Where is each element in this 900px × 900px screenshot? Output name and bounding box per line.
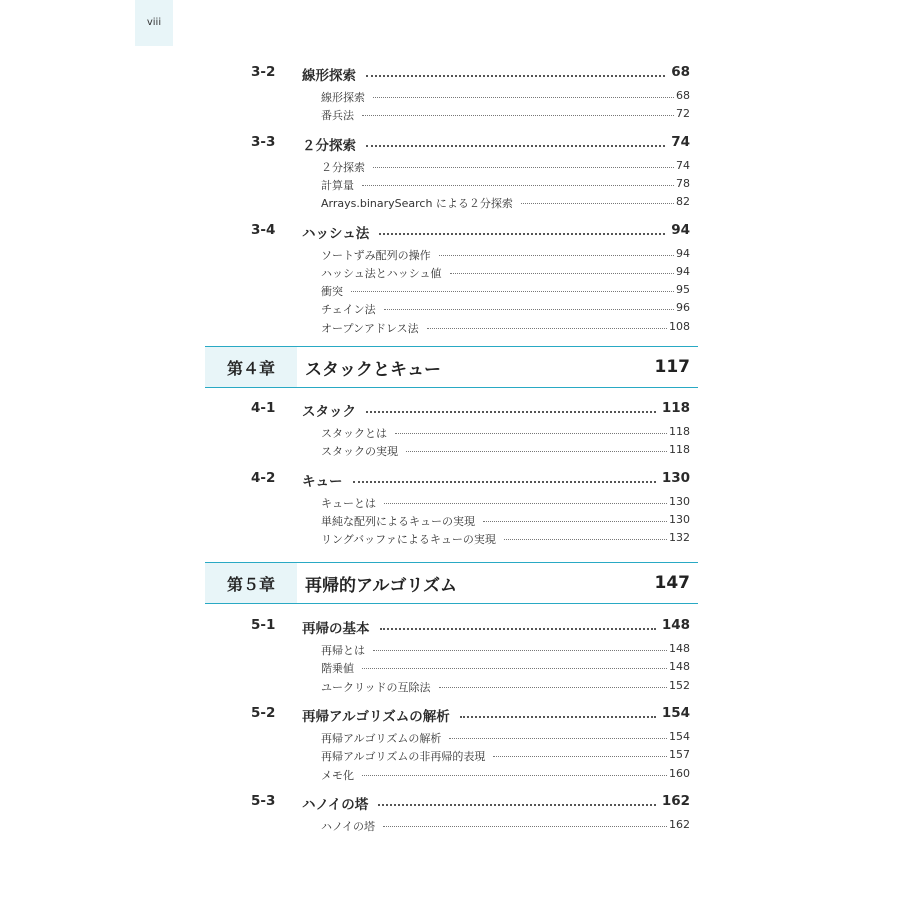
subsection-title: チェイン法 <box>321 303 376 317</box>
dot-leader <box>384 309 674 310</box>
dot-leader <box>373 97 674 98</box>
subsection-page: 74 <box>676 158 690 172</box>
subsection-title: スタックの実現 <box>321 445 398 459</box>
chapter-label: 第４章 <box>226 358 275 378</box>
subsection-title: 計算量 <box>321 178 354 192</box>
chapter-title: スタックとキュー <box>305 359 441 380</box>
subsection-page: 108 <box>669 319 690 333</box>
chapter-label: 第５章 <box>226 574 275 594</box>
subsection-row <box>0 441 900 459</box>
section-number: 5-1 <box>251 617 276 633</box>
section-title: スタック <box>302 404 356 420</box>
section-title: ２分探索 <box>302 137 356 154</box>
section-row <box>0 466 900 493</box>
subsection-title: 再帰アルゴリズムの非再帰的表現 <box>321 750 486 764</box>
dot-leader <box>379 233 665 235</box>
subsection-title: 線形探索 <box>321 91 365 104</box>
subsection-page: 157 <box>669 748 690 762</box>
subsection-title: ハッシュ法とハッシュ値 <box>321 266 442 280</box>
subsection-page: 118 <box>669 425 690 438</box>
dot-leader <box>450 273 674 274</box>
section-row <box>0 396 900 423</box>
subsection-row <box>0 728 900 746</box>
subsection-page: 94 <box>676 264 690 278</box>
subsection-row <box>0 87 900 105</box>
dot-leader <box>373 167 674 168</box>
subsection-page: 160 <box>669 766 690 780</box>
dot-leader <box>449 738 667 739</box>
dot-leader <box>366 145 665 147</box>
subsection-title: Arrays.binarySearch による２分探索 <box>321 197 513 211</box>
subsection-page: 130 <box>669 512 690 526</box>
section-title: ハノイの塔 <box>302 796 369 813</box>
subsection-page: 94 <box>676 246 690 260</box>
subsection-title: 再帰アルゴリズムの解析 <box>321 731 442 745</box>
subsection-title: 番兵法 <box>321 109 354 123</box>
subsection-page: 148 <box>669 642 690 655</box>
subsection-row <box>0 318 900 336</box>
subsection-title: メモ化 <box>321 768 354 782</box>
section-page: 118 <box>661 400 690 416</box>
section-number: 3-3 <box>251 133 276 150</box>
subsection-title: 衝突 <box>321 285 343 299</box>
dot-leader <box>427 328 667 329</box>
subsection-title: リングバッファによるキューの実現 <box>321 533 496 547</box>
section-title: キュー <box>302 473 343 490</box>
dot-leader <box>460 716 656 718</box>
subsection-row <box>0 658 900 676</box>
section-title: 再帰アルゴリズムの解析 <box>302 708 450 725</box>
subsection-row <box>0 193 900 211</box>
dot-leader <box>378 804 656 806</box>
section-page: 154 <box>661 704 690 721</box>
subsection-title: キューとは <box>321 496 376 510</box>
subsection-row <box>0 299 900 317</box>
dot-leader <box>362 115 674 116</box>
section-row <box>0 789 900 816</box>
chapter-title: 再帰的アルゴリズム <box>305 575 457 596</box>
dot-leader <box>351 291 674 292</box>
subsection-row <box>0 677 900 695</box>
dot-leader <box>380 628 656 630</box>
subsection-row <box>0 281 900 299</box>
subsection-row <box>0 245 900 263</box>
subsection-row <box>0 175 900 193</box>
page-number: viii <box>146 17 162 28</box>
dot-leader <box>373 650 667 651</box>
subsection-row <box>0 816 900 834</box>
dot-leader <box>504 539 667 540</box>
subsection-title: オープンアドレス法 <box>321 321 419 335</box>
section-row <box>0 613 900 640</box>
section-number: 3-4 <box>251 221 276 238</box>
subsection-title: ２分探索 <box>321 160 365 174</box>
subsection-page: 152 <box>669 678 690 692</box>
section-page: 68 <box>671 64 690 80</box>
subsection-page: 78 <box>676 176 690 190</box>
dot-leader <box>439 255 674 256</box>
subsection-title: 単純な配列によるキューの実現 <box>321 514 475 528</box>
page-number-tab <box>135 0 173 46</box>
subsection-row <box>0 746 900 764</box>
subsection-title: 階乗値 <box>321 662 354 676</box>
subsection-row <box>0 765 900 783</box>
section-title: 再帰の基本 <box>302 621 370 637</box>
dot-leader <box>362 775 667 776</box>
chapter-page: 147 <box>654 573 690 593</box>
section-number: 3-2 <box>251 64 276 80</box>
dot-leader <box>383 826 667 827</box>
dot-leader <box>384 503 667 504</box>
section-row <box>0 701 900 728</box>
section-number: 4-1 <box>251 400 276 416</box>
subsection-title: 再帰とは <box>321 644 365 657</box>
subsection-page: 68 <box>676 89 690 102</box>
section-page: 130 <box>661 469 690 486</box>
section-number: 5-2 <box>251 704 276 721</box>
subsection-row <box>0 105 900 123</box>
section-row <box>0 130 900 157</box>
dot-leader <box>521 203 674 204</box>
section-title: 線形探索 <box>302 68 356 84</box>
subsection-title: ハノイの塔 <box>321 819 376 833</box>
chapter-heading-4 <box>205 346 698 388</box>
subsection-page: 72 <box>676 107 690 121</box>
subsection-row <box>0 529 900 547</box>
subsection-row <box>0 423 900 441</box>
subsection-row <box>0 640 900 658</box>
subsection-row <box>0 493 900 511</box>
subsection-page: 96 <box>676 301 690 315</box>
subsection-row <box>0 263 900 281</box>
dot-leader <box>362 668 667 669</box>
subsection-row <box>0 157 900 175</box>
section-page: 148 <box>661 617 690 633</box>
section-row <box>0 60 900 87</box>
chapter-page: 117 <box>654 357 690 377</box>
section-number: 4-2 <box>251 469 276 486</box>
section-number: 5-3 <box>251 792 276 809</box>
section-page: 74 <box>671 133 690 150</box>
dot-leader <box>406 451 667 452</box>
section-row <box>0 218 900 245</box>
subsection-page: 95 <box>676 283 690 297</box>
subsection-title: ソートずみ配列の操作 <box>321 248 431 262</box>
subsection-row <box>0 511 900 529</box>
subsection-page: 118 <box>669 443 690 457</box>
subsection-title: ユークリッドの互除法 <box>321 680 431 694</box>
chapter-heading-5 <box>205 562 698 604</box>
dot-leader <box>395 433 667 434</box>
subsection-page: 154 <box>669 729 690 743</box>
dot-leader <box>366 411 656 413</box>
subsection-page: 132 <box>669 531 690 545</box>
section-page: 94 <box>671 221 690 238</box>
subsection-page: 82 <box>676 195 690 209</box>
dot-leader <box>366 75 665 77</box>
dot-leader <box>493 756 667 757</box>
dot-leader <box>362 185 674 186</box>
dot-leader <box>439 687 667 688</box>
dot-leader <box>483 521 667 522</box>
subsection-page: 148 <box>669 660 690 674</box>
subsection-page: 130 <box>669 494 690 508</box>
dot-leader <box>353 481 656 483</box>
section-page: 162 <box>661 792 690 809</box>
section-title: ハッシュ法 <box>302 225 370 242</box>
subsection-title: スタックとは <box>321 427 387 440</box>
subsection-page: 162 <box>669 817 690 831</box>
